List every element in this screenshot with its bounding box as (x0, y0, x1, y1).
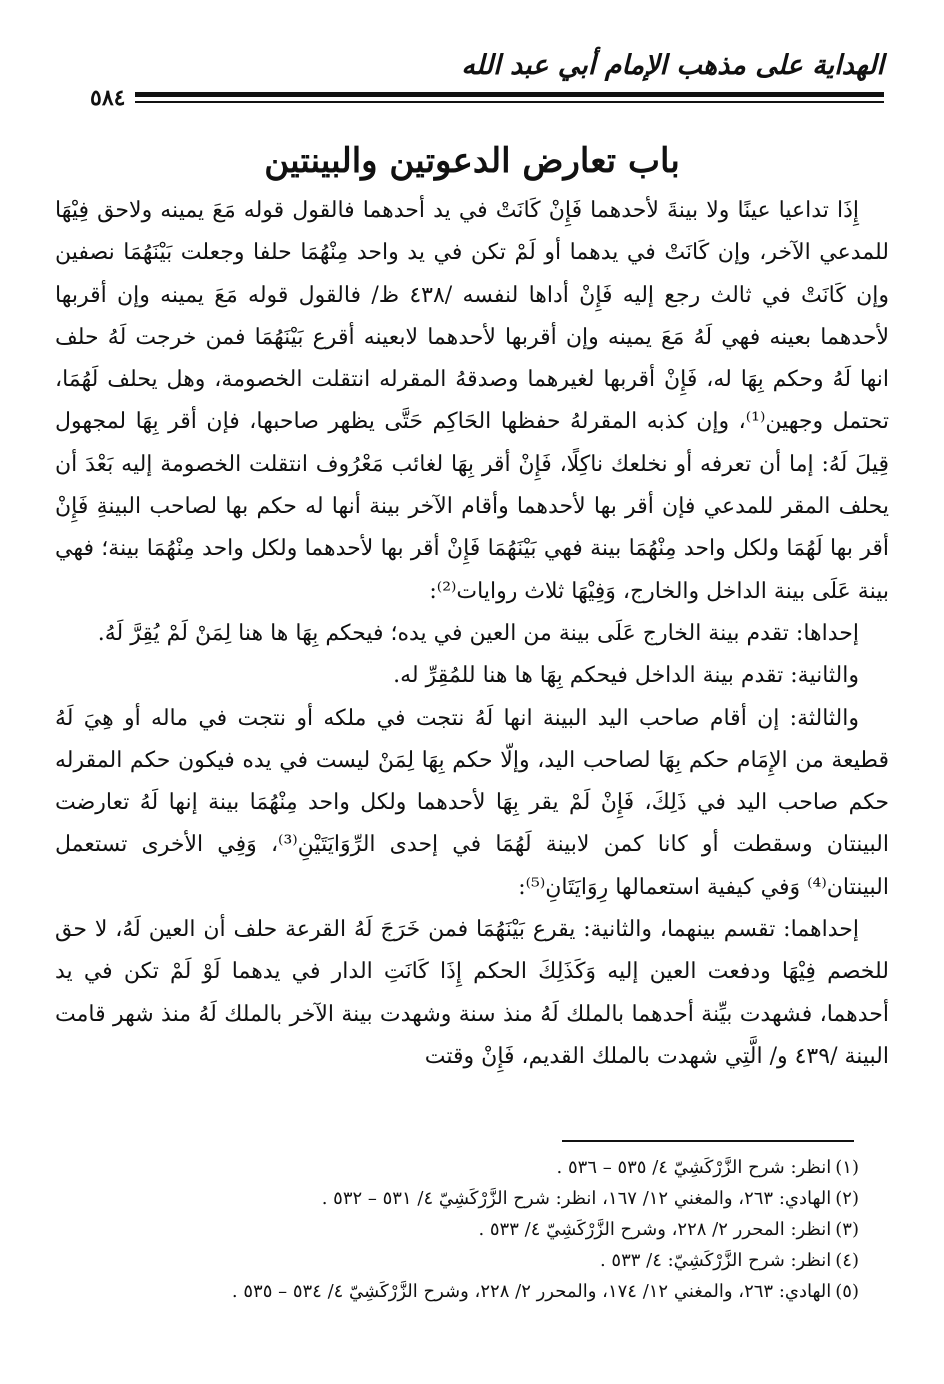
footnote-text: الهادي: ٢٦٣، والمغني ١٢/ ١٦٧، انظر: شرح الزَّرْكَشِيّ ٤/ ٥٣١ – ٥٣٢ . (321, 1188, 832, 1209)
footnote-text: انظر: المحرر ٢/ ٢٢٨، وشرح الزَّرْكَشِيّ ٤/ ٥٣٣ . (478, 1219, 832, 1240)
footnotes (60, 1152, 859, 1307)
footnote-text: الهادي: ٢٦٣، والمغني ١٢/ ١٧٤، والمحرر ٢/ ٢٢٨، وشرح الزَّرْكَشِيّ ٤/ ٥٣٤ – ٥٣٥ . (231, 1281, 832, 1302)
footnote (60, 1183, 859, 1214)
footnote (60, 1152, 859, 1183)
footnote (60, 1214, 859, 1245)
footnote-number: (٤) (835, 1250, 859, 1271)
chapter-title: باب تعارض الدعوتين والبينتين (264, 141, 680, 181)
footnote-number: (١) (835, 1157, 859, 1178)
page-number: ٥٨٤ (80, 86, 135, 110)
page-header (60, 50, 884, 90)
main-text (55, 190, 889, 1078)
header-rule-thick (90, 92, 884, 97)
header-rule (90, 92, 884, 106)
paragraph-usage: إحداهما: تقسم بينهما، والثانية: يقرع بَيْنَهُمَا فمن خَرَجَ لَهُ القرعة حلف أن العين لَهُ، لا حق للخصم فِيْهَا ودفعت العين إليه وَكَذَلِكَ الحكم إِذَا كَانَتِ الدار في يدهما لَوْ لَمْ تكن في يد أحدهما، فشهدت بيِّنة أحدهما بالملك لَهُ منذ سنة وشهدت بينة الآخر بالملك لَهُ منذ شهر قامت البينة /٤٣٩ و/ الَّتِي شهدت بالملك القديم، فَإِنْ وقتت (55, 917, 889, 1069)
paragraph-third-narration: والثالثة: إن أقام صاحب اليد البينة انها لَهُ نتجت في ملكه أو نتجت في ماله أو هِيَ لَهُ قطيعة من الإِمَام حكم بِهَا لصاحب اليد، وإلّا حكم بِهَا لِمَنْ ليست في يده فيكون حكم المقرله حكم صاحب اليد في ذَلِكَ، فَإِنْ لَمْ يقر بِهَا لأحدهما ولكل واحد مِنْهُمَا بينة إنها لَهُ تعارضت البينتان وسقطت أو كانا كمن لابينة لَهُمَا في إحدى الرِّوَايَتَيْنِ⁽³⁾، وَفِي الأخرى تستعمل البينتان⁽⁴⁾ وَفي كيفية استعمالها رِوَايَتَانِ⁽⁵⁾: (55, 705, 889, 900)
footnote-number: (٥) (835, 1281, 859, 1302)
footnote (60, 1245, 859, 1276)
footnote-number: (٣) (835, 1219, 859, 1240)
paragraph-first-narration: إحداها: تقدم بينة الخارج عَلَى بينة من العين في يده؛ فيحكم بِهَا ها هنا لِمَنْ لَمْ يُقِرَّ لَهُ. (97, 620, 859, 646)
running-title: الهداية على مذهب الإمام أبي عبد الله (461, 50, 884, 81)
footnote-number: (٢) (835, 1188, 859, 1209)
footnote-separator (562, 1140, 854, 1142)
paragraph-second-narration: والثانية: تقدم بينة الداخل فيحكم بِهَا ها هنا للمُقِرِّ له. (393, 663, 859, 689)
header-rule-thin (90, 101, 884, 103)
footnote-text: انظر: شرح الزَّرْكَشِيّ: ٤/ ٥٣٣ . (599, 1250, 832, 1271)
footnote-text: انظر: شرح الزَّرْكَشِيّ ٤/ ٥٣٥ – ٥٣٦ . (556, 1157, 832, 1178)
paragraph-intro: إِذَا تداعيا عينًا ولا بينةَ لأحدهما فَإِنْ كَانَتْ في يد أحدهما فالقول قوله مَعَ يمينه ولاحق فِيْهَا للمدعي الآخر، وإن كَانَتْ في يدهما أو لَمْ تكن في يد واحد مِنْهُمَا حلفا وجعلت بَيْنَهُمَا نصفين وإن كَانَتْ في ثالث رجع إليه فَإِنْ أداها لنفسه /٤٣٨ ظ/ فالقول قوله مَعَ يمينه وإن أقربها لأحدهما بعينه فهي لَهُ مَعَ يمينه وإن أقربها لأحدهما لابعينه أقرع بَيْنَهُمَا فمن خرجت لَهُ حلف انها لَهُ وحكم بِهَا له، فَإِنْ أقربها لغيرهما وصدقهُ المقرله انتقلت الخصومة، وهل يحلف لَهُمَا، تحتمل وجهين⁽¹⁾، وإن كذبه المقرلهُ حفظها الحَاكِم حَتَّى يظهر صاحبها، فإن أقر بِهَا لمجهول قِيلَ لَهُ: إما أن تعرفه أو نخلعك ناكِلًا، فَإِنْ أقر بِهَا لغائب مَعْرُوف انتقلت الخصومة إليه بَعْدَ أن يحلف المقر للمدعي فإن أقر بها لأحدهما وأقام الآخر بينة أنها له حكم بها لصاحب البينةِ فَإِنْ أقر بها لَهُمَا ولكل واحد مِنْهُمَا بينة فهي بَيْنَهُمَا فَإِنْ أقر بها لأحدهما ولكل واحد مِنْهُمَا بينة؛ فهي بينة عَلَى بينة الداخل والخارج، وَفِيْهَا ثلاث روايات⁽²⁾: (55, 198, 889, 604)
footnote (60, 1276, 859, 1307)
